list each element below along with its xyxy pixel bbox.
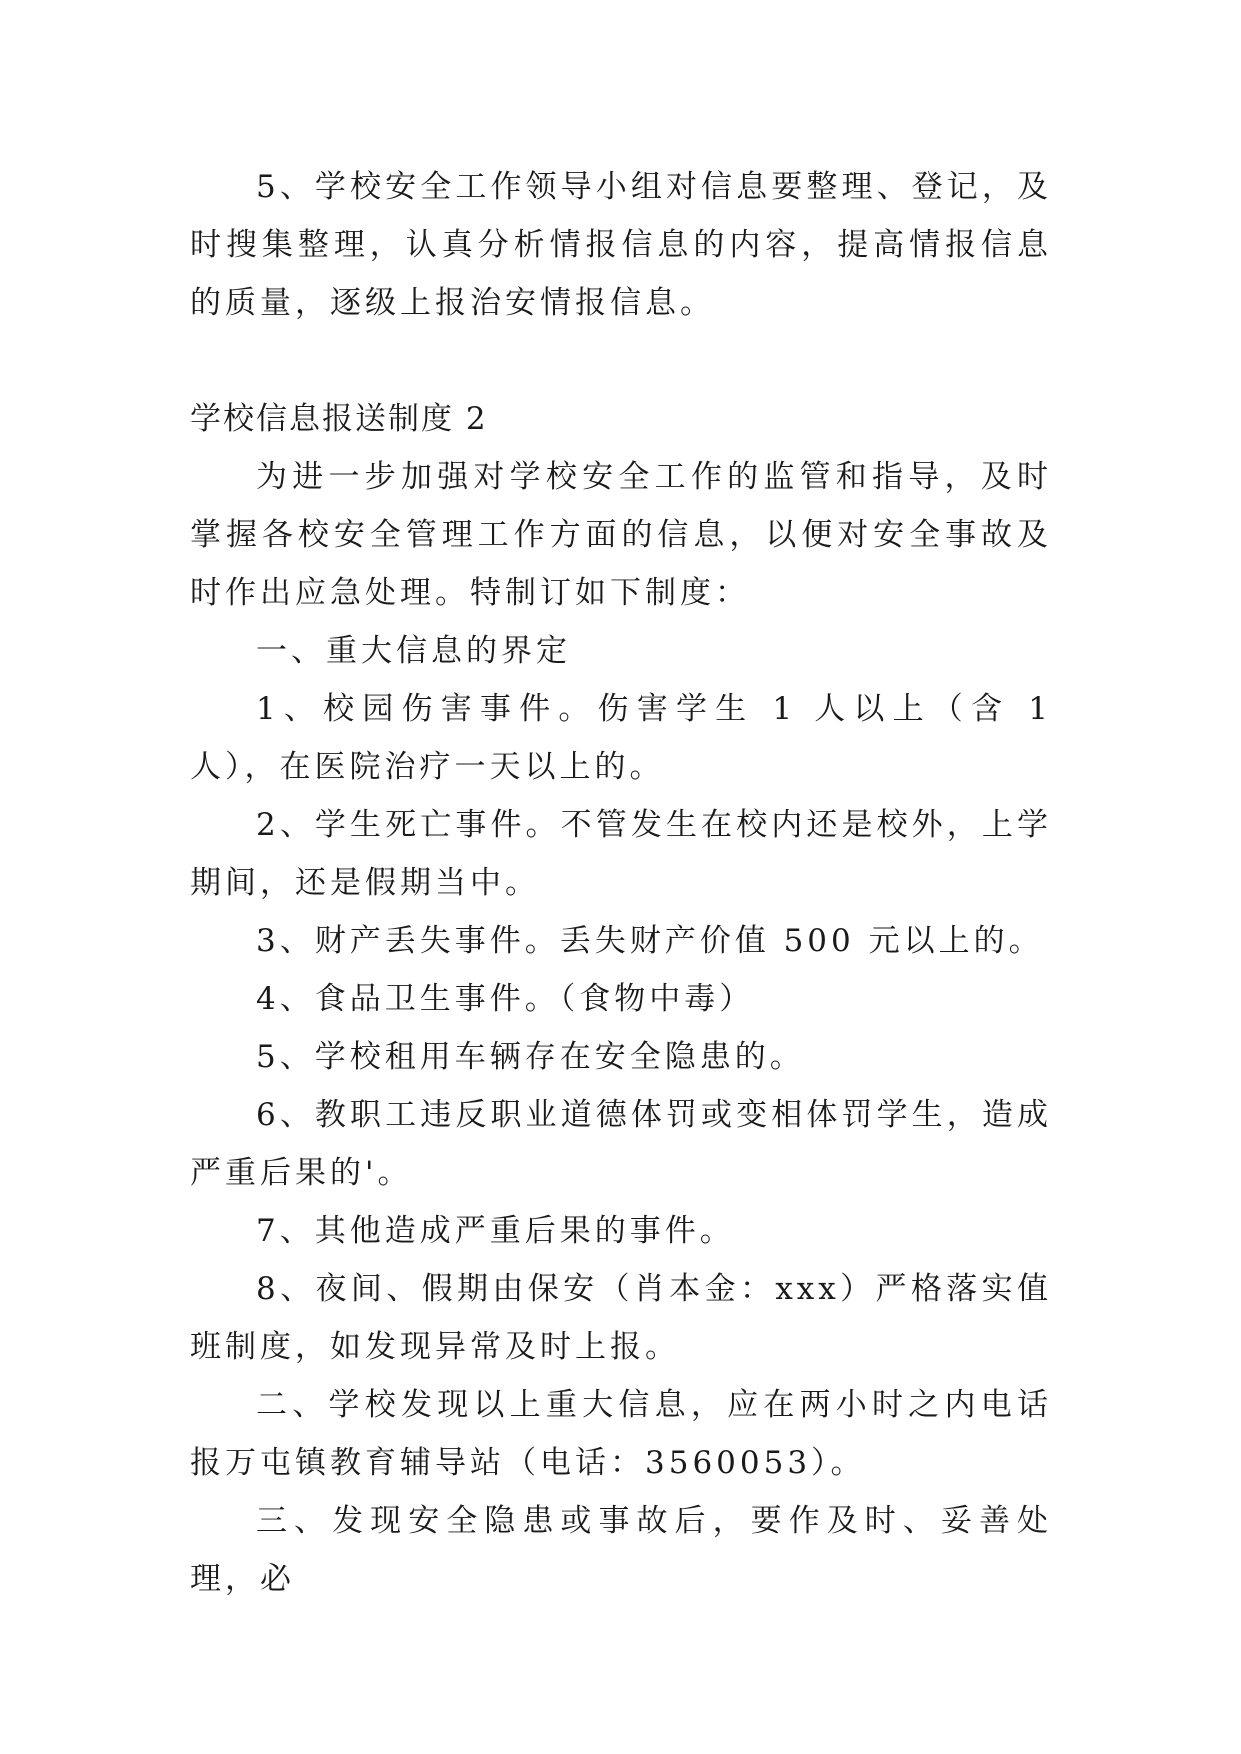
paragraph-item-2: 2、学生死亡事件。不管发生在校内还是校外，上学期间，还是假期当中。 [190, 807, 1052, 901]
paragraph-item-7: 7、其他造成严重后果的事件。 [256, 1213, 735, 1249]
paragraph-item-5: 5、学校租用车辆存在安全隐患的。 [256, 1039, 805, 1075]
section-title: 学校信息报送制度 2 [190, 401, 488, 437]
top-section [190, 158, 1052, 332]
paragraph-item-6: 6、教职工违反职业道德体罚或变相体罚学生，造成严重后果的'。 [190, 1097, 1052, 1191]
paragraph-heading-3: 三、发现安全隐患或事故后，要作及时、妥善处理，必 [190, 1503, 1052, 1597]
paragraph-heading-2: 二、学校发现以上重大信息，应在两小时之内电话报万屯镇教育辅导站（电话：3560053）。 [190, 1387, 1052, 1481]
paragraph-item-3: 3、财产丢失事件。丢失财产价值 500 元以上的。 [256, 923, 1044, 959]
paragraph-top: 5、学校安全工作领导小组对信息要整理、登记，及时搜集整理，认真分析情报信息的内容，提高情报信息的质量，逐级上报治安情报信息。 [190, 169, 1052, 321]
main-section [190, 390, 1052, 1608]
paragraph-item-1: 1、校园伤害事件。伤害学生 1 人以上（含 1 人），在医院治疗一天以上的。 [190, 691, 1052, 785]
paragraph-heading-1: 一、重大信息的界定 [256, 633, 571, 669]
paragraph-intro: 为进一步加强对学校安全工作的监管和指导，及时掌握各校安全管理工作方面的信息，以便对安全事故及时作出应急处理。特制订如下制度： [190, 459, 1052, 611]
paragraph-item-8: 8、夜间、假期由保安（肖本金：xxx）严格落实值班制度，如发现异常及时上报。 [190, 1271, 1052, 1365]
paragraph-item-4: 4、食品卫生事件。（食物中毒） [256, 981, 755, 1017]
